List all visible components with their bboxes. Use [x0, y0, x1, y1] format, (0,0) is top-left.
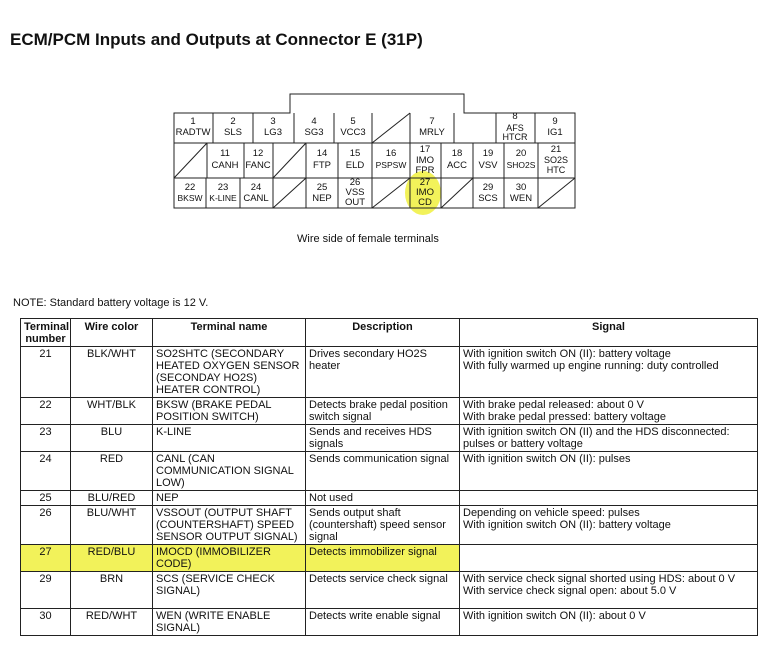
pin-25-name: NEP — [312, 193, 332, 204]
terminal-number-cell: 21 — [21, 347, 71, 398]
pin-26-name-2: OUT — [344, 197, 366, 208]
terminal-name-cell: WEN (WRITE ENABLE SIGNAL) — [153, 609, 306, 636]
description-cell: Not used — [306, 491, 460, 506]
wire-color-cell: BLU/WHT — [71, 506, 153, 545]
signal-cell — [460, 545, 758, 572]
pin-1-name: RADTW — [175, 127, 211, 138]
pin-5-name: VCC3 — [340, 127, 366, 138]
page-title: ECM/PCM Inputs and Outputs at Connector E (31P) — [10, 30, 423, 49]
pin-21-num: 21 — [550, 144, 562, 155]
pin-22-num: 22 — [184, 182, 196, 193]
description-cell: Sends output shaft (countershaft) speed sensor signal — [306, 506, 460, 545]
pin-8-name: AFS — [506, 123, 524, 133]
pin-15-num: 15 — [349, 148, 361, 159]
signal-cell: With ignition switch ON (II): about 0 V — [460, 609, 758, 636]
terminal-name-cell: IMOCD (IMMOBILIZER CODE) — [153, 545, 306, 572]
pin-29-num: 29 — [482, 182, 494, 193]
pin-19-num: 19 — [482, 148, 494, 159]
terminal-name-cell: CANL (CAN COMMUNICATION SIGNAL LOW) — [153, 452, 306, 491]
wire-color-cell: BLU/RED — [71, 491, 153, 506]
signal-cell: With ignition switch ON (II): pulses — [460, 452, 758, 491]
pin-24-name: CANL — [243, 193, 269, 204]
table-row — [21, 425, 758, 452]
pin-27-name: IMO — [416, 187, 434, 198]
terminal-number-cell: 22 — [21, 398, 71, 425]
pin-18-name: ACC — [446, 160, 468, 171]
terminal-name-cell: VSSOUT (OUTPUT SHAFT (COUNTERSHAFT) SPEED SENSOR OUTPUT SIGNAL) — [153, 506, 306, 545]
signal-cell: With brake pedal released: about 0 V With brake pedal pressed: battery voltage — [460, 398, 758, 425]
terminal-number-cell: 25 — [21, 491, 71, 506]
description-cell: Detects service check signal — [306, 572, 460, 609]
description-cell: Sends and receives HDS signals — [306, 425, 460, 452]
terminal-number-cell: 24 — [21, 452, 71, 491]
signal-cell: With service check signal shorted using HDS: about 0 V With service check signal open: about 5.0 V — [460, 572, 758, 609]
wire-color-cell: RED/BLU — [71, 545, 153, 572]
terminal-number-cell: 23 — [21, 425, 71, 452]
pin-18-num: 18 — [451, 148, 463, 159]
pin-2-name: SLS — [224, 127, 242, 138]
pin-21-name: SO2S — [543, 155, 569, 165]
description-cell: Sends communication signal — [306, 452, 460, 491]
wire-color-cell: RED — [71, 452, 153, 491]
pin-5-num: 5 — [350, 116, 356, 127]
terminal-number-cell: 27 — [21, 545, 71, 572]
wire-color-cell: BRN — [71, 572, 153, 609]
voltage-note: NOTE: Standard battery voltage is 12 V. — [13, 297, 209, 309]
pin-14-num: 14 — [316, 148, 328, 159]
pin-7-num: 7 — [429, 116, 435, 127]
pin-2-num: 2 — [230, 116, 236, 127]
header-terminal-name: Terminal name — [153, 319, 306, 347]
header-terminal-number: Terminal number — [21, 319, 71, 347]
connector-diagram — [0, 0, 766, 230]
pin-30-num: 30 — [515, 182, 527, 193]
pin-30-name: WEN — [509, 193, 533, 204]
pin-9-name: IG1 — [547, 127, 563, 138]
pin-8-num: 8 — [512, 111, 518, 122]
pin-16-num: 16 — [385, 148, 397, 159]
pin-17-name: IMO — [416, 155, 434, 166]
header-signal: Signal — [460, 319, 758, 347]
signal-cell: With ignition switch ON (II): battery voltage With fully warmed up engine running: duty controlled — [460, 347, 758, 398]
pin-8-name-2: HTCR — [502, 132, 528, 142]
terminal-name-cell: SCS (SERVICE CHECK SIGNAL) — [153, 572, 306, 609]
pin-3-name: LG3 — [264, 127, 282, 138]
table-row — [21, 572, 758, 609]
wire-color-cell: BLU — [71, 425, 153, 452]
description-cell: Detects immobilizer signal — [306, 545, 460, 572]
pin-27-name-2: CD — [418, 197, 432, 208]
pin-7-name: MRLY — [419, 127, 445, 138]
terminal-number-cell: 29 — [21, 572, 71, 609]
pin-9-num: 9 — [552, 116, 558, 127]
pin-26-name: VSS — [345, 187, 365, 198]
pin-19-name: VSV — [478, 160, 498, 171]
pin-14-name: FTP — [313, 160, 331, 171]
terminal-name-cell: K-LINE — [153, 425, 306, 452]
table-row — [21, 609, 758, 636]
terminal-number-cell: 30 — [21, 609, 71, 636]
pin-23-num: 23 — [217, 182, 229, 193]
pin-4-num: 4 — [311, 116, 317, 127]
pin-26-num: 26 — [349, 177, 361, 188]
terminal-name-cell: SO2SHTC (SECONDARY HEATED OXYGEN SENSOR (SECONDAY HO2S) HEATER CONTROL) — [153, 347, 306, 398]
terminal-number-cell: 26 — [21, 506, 71, 545]
header-wire-color: Wire color — [71, 319, 153, 347]
wire-color-cell: BLK/WHT — [71, 347, 153, 398]
terminal-table — [20, 318, 758, 636]
table-row — [21, 491, 758, 506]
wire-color-cell: WHT/BLK — [71, 398, 153, 425]
signal-cell: Depending on vehicle speed: pulses With ignition switch ON (II): battery voltage — [460, 506, 758, 545]
pin-11-name: CANH — [211, 160, 239, 171]
pin-24-num: 24 — [250, 182, 262, 193]
connector-caption: Wire side of female terminals — [297, 233, 439, 245]
pin-17-num: 17 — [419, 144, 431, 155]
pin-1-num: 1 — [190, 116, 196, 127]
pin-12-num: 12 — [252, 148, 264, 159]
pin-20-name: SHO2S — [506, 160, 536, 170]
pin-17-name-2: FPR — [415, 165, 435, 176]
pin-27-num: 27 — [419, 177, 431, 188]
table-row — [21, 452, 758, 491]
table-row — [21, 545, 758, 572]
table-header-row — [21, 319, 758, 347]
table-row — [21, 398, 758, 425]
pin-23-name: K-LINE — [209, 193, 237, 203]
pin-11-num: 11 — [220, 148, 230, 159]
pin-16-name: PSPSW — [375, 160, 407, 170]
signal-cell — [460, 491, 758, 506]
description-cell: Detects write enable signal — [306, 609, 460, 636]
pin-20-num: 20 — [515, 148, 527, 159]
pin-12-name: FANC — [245, 160, 271, 171]
wire-color-cell: RED/WHT — [71, 609, 153, 636]
pin-15-name: ELD — [345, 160, 365, 171]
description-cell: Detects brake pedal position switch signal — [306, 398, 460, 425]
pin-4-name: SG3 — [304, 127, 324, 138]
table-row — [21, 506, 758, 545]
table-row — [21, 347, 758, 398]
pin-29-name: SCS — [478, 193, 498, 204]
pin-21-name-2: HTC — [546, 165, 566, 175]
header-description: Description — [306, 319, 460, 347]
signal-cell: With ignition switch ON (II) and the HDS disconnected: pulses or battery voltage — [460, 425, 758, 452]
pin-22-name: BKSW — [177, 193, 203, 203]
terminal-name-cell: BKSW (BRAKE PEDAL POSITION SWITCH) — [153, 398, 306, 425]
pin-3-num: 3 — [270, 116, 276, 127]
pin-25-num: 25 — [316, 182, 328, 193]
description-cell: Drives secondary HO2S heater — [306, 347, 460, 398]
terminal-name-cell: NEP — [153, 491, 306, 506]
